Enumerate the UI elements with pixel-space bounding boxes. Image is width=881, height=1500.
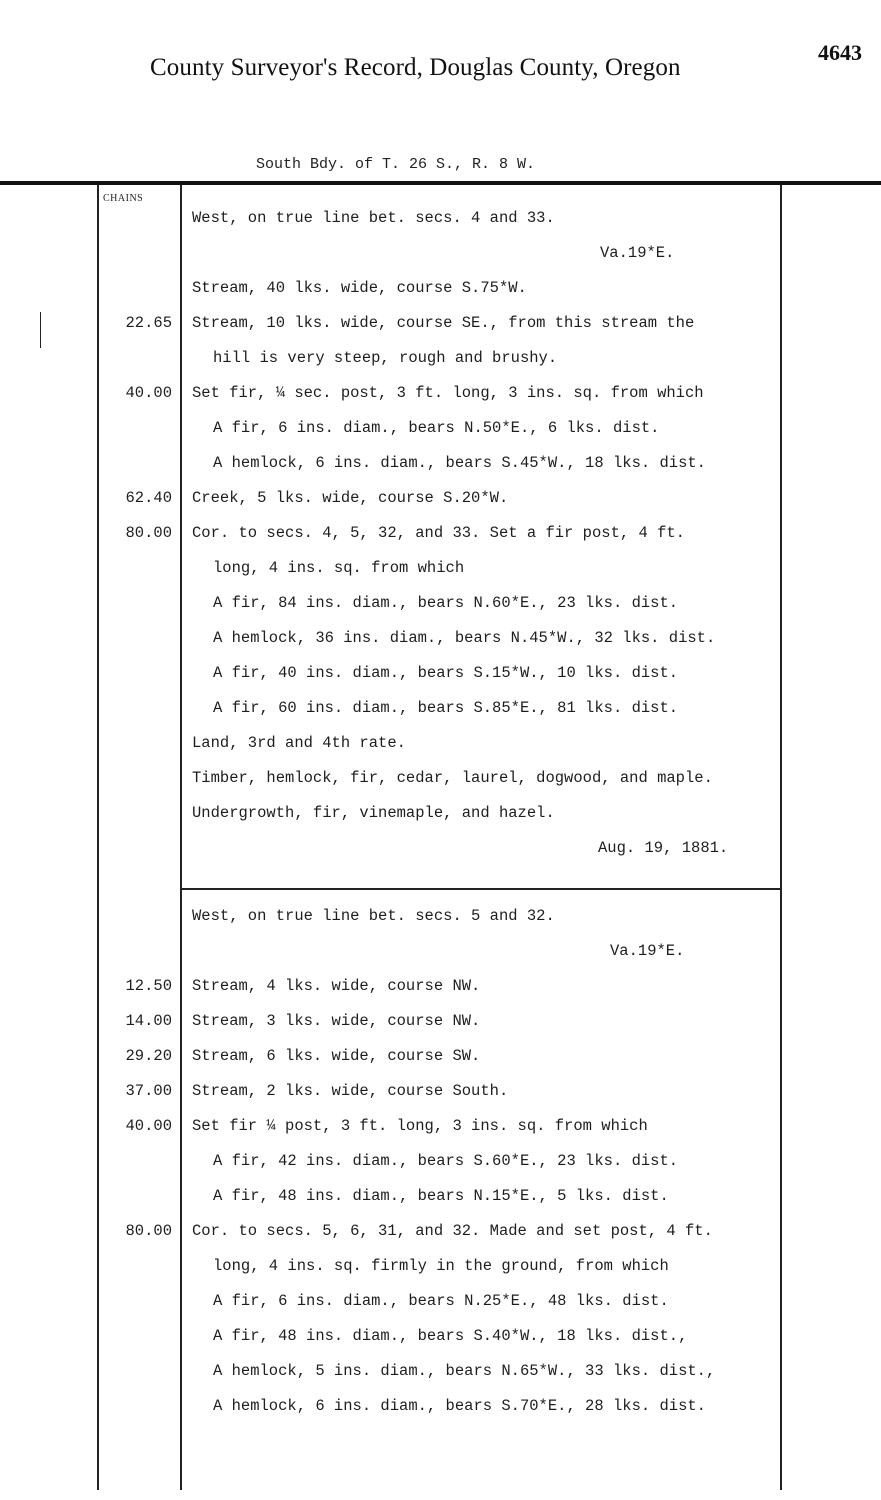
record-text: A fir, 60 ins. diam., bears S.85*E., 81 lks. dist. bbox=[213, 699, 679, 717]
margin-tick-mark bbox=[40, 312, 41, 348]
section-divider bbox=[181, 888, 780, 890]
record-text: A fir, 48 ins. diam., bears S.40*W., 18 lks. dist., bbox=[213, 1327, 688, 1345]
record-text: Land, 3rd and 4th rate. bbox=[192, 734, 406, 752]
record-text: A fir, 6 ins. diam., bears N.25*E., 48 lks. dist. bbox=[213, 1292, 669, 1310]
chains-value: 80.00 bbox=[125, 524, 172, 542]
record-text: Stream, 4 lks. wide, course NW. bbox=[192, 977, 481, 995]
chains-column-header: CHAINS bbox=[103, 193, 144, 204]
section-subheading: South Bdy. of T. 26 S., R. 8 W. bbox=[256, 156, 536, 173]
chains-column-divider bbox=[180, 185, 182, 1490]
record-text: Set fir ¼ post, 3 ft. long, 3 ins. sq. from which bbox=[192, 1117, 648, 1135]
record-text: A hemlock, 5 ins. diam., bears N.65*W., 33 lks. dist., bbox=[213, 1362, 716, 1380]
record-text: Stream, 10 lks. wide, course SE., from this stream the bbox=[192, 314, 695, 332]
record-text: A hemlock, 36 ins. diam., bears N.45*W., 32 lks. dist. bbox=[213, 629, 716, 647]
record-text: Stream, 6 lks. wide, course SW. bbox=[192, 1047, 481, 1065]
record-text: West, on true line bet. secs. 5 and 32. bbox=[192, 907, 555, 925]
chains-value: 80.00 bbox=[125, 1222, 172, 1240]
right-margin-line bbox=[780, 185, 782, 1490]
record-text: Set fir, ¼ sec. post, 3 ft. long, 3 ins. sq. from which bbox=[192, 384, 704, 402]
chains-value: 40.00 bbox=[125, 384, 172, 402]
record-text: long, 4 ins. sq. firmly in the ground, from which bbox=[213, 1257, 669, 1275]
record-text: A hemlock, 6 ins. diam., bears S.45*W., 18 lks. dist. bbox=[213, 454, 706, 472]
chains-value: 14.00 bbox=[125, 1012, 172, 1030]
record-text: Cor. to secs. 5, 6, 31, and 32. Made and set post, 4 ft. bbox=[192, 1222, 713, 1240]
record-text: Stream, 2 lks. wide, course South. bbox=[192, 1082, 509, 1100]
record-text: A fir, 48 ins. diam., bears N.15*E., 5 lks. dist. bbox=[213, 1187, 669, 1205]
record-text: A hemlock, 6 ins. diam., bears S.70*E., 28 lks. dist. bbox=[213, 1397, 706, 1415]
page-title: County Surveyor's Record, Douglas County, Oregon bbox=[150, 54, 681, 81]
record-text: Timber, hemlock, fir, cedar, laurel, dogwood, and maple. bbox=[192, 769, 713, 787]
chains-value: 12.50 bbox=[125, 977, 172, 995]
record-text: Stream, 40 lks. wide, course S.75*W. bbox=[192, 279, 527, 297]
record-text: West, on true line bet. secs. 4 and 33. bbox=[192, 209, 555, 227]
record-text: Stream, 3 lks. wide, course NW. bbox=[192, 1012, 481, 1030]
chains-value: 29.20 bbox=[125, 1047, 172, 1065]
chains-value: 37.00 bbox=[125, 1082, 172, 1100]
record-text: Undergrowth, fir, vinemaple, and hazel. bbox=[192, 804, 555, 822]
page-number: 4643 bbox=[818, 40, 862, 65]
chains-value: 22.65 bbox=[125, 314, 172, 332]
record-text: A fir, 40 ins. diam., bears S.15*W., 10 lks. dist. bbox=[213, 664, 679, 682]
chains-value: 62.40 bbox=[125, 489, 172, 507]
record-text: Aug. 19, 1881. bbox=[598, 839, 729, 857]
record-text: A fir, 84 ins. diam., bears N.60*E., 23 lks. dist. bbox=[213, 594, 679, 612]
record-text: A fir, 6 ins. diam., bears N.50*E., 6 lks. dist. bbox=[213, 419, 660, 437]
record-text: long, 4 ins. sq. from which bbox=[213, 559, 465, 577]
record-text: A fir, 42 ins. diam., bears S.60*E., 23 lks. dist. bbox=[213, 1152, 679, 1170]
record-text: Creek, 5 lks. wide, course S.20*W. bbox=[192, 489, 509, 507]
record-text: hill is very steep, rough and brushy. bbox=[213, 349, 558, 367]
top-rule bbox=[0, 181, 881, 185]
chains-value: 40.00 bbox=[125, 1117, 172, 1135]
record-text: Va.19*E. bbox=[610, 942, 685, 960]
record-text: Va.19*E. bbox=[600, 244, 675, 262]
record-text: Cor. to secs. 4, 5, 32, and 33. Set a fir post, 4 ft. bbox=[192, 524, 685, 542]
